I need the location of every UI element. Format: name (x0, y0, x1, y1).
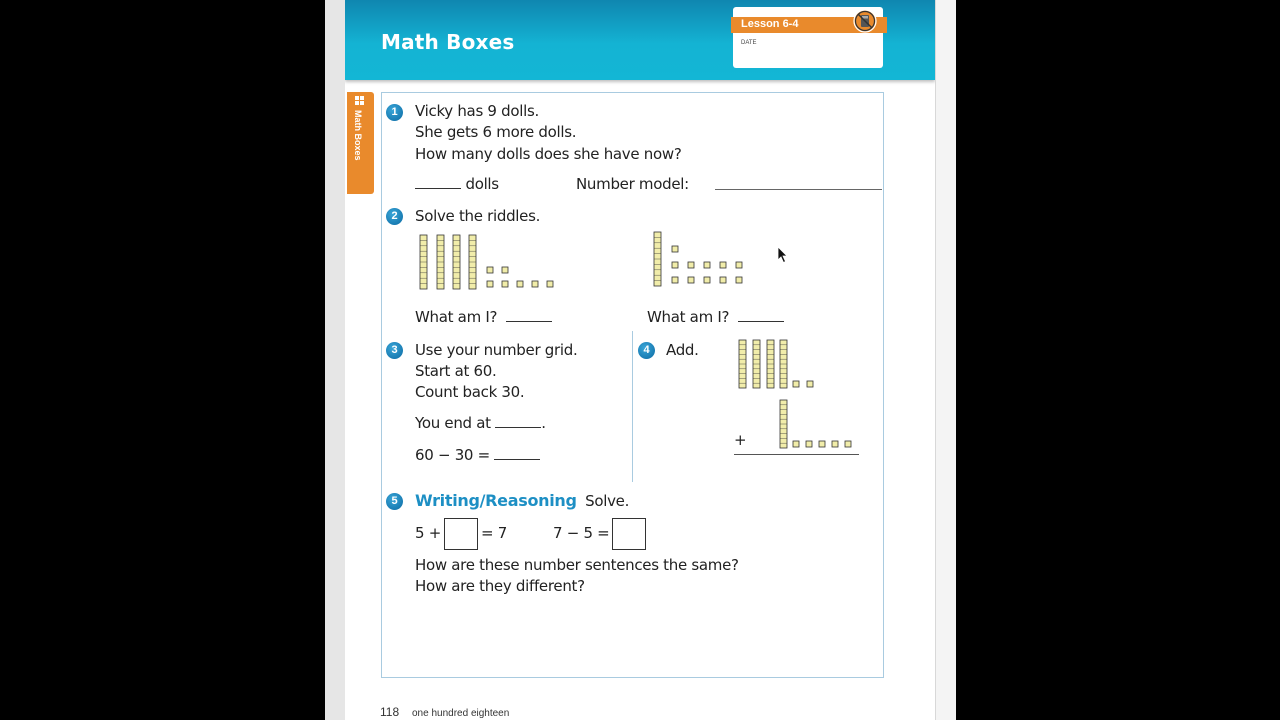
number-model-blank[interactable] (715, 189, 882, 190)
workbook-page (345, 0, 935, 720)
problem-3-line-2: Start at 60. (415, 362, 497, 380)
writing-answer-area[interactable] (412, 602, 872, 672)
riddle-b-prompt: What am I? (647, 308, 730, 326)
problem-3-number: 3 (386, 342, 403, 359)
problem-4-box (632, 331, 884, 483)
problem-5-number: 5 (386, 493, 403, 510)
problem-4-instruction: Add. (666, 341, 699, 359)
page-title: Math Boxes (381, 30, 515, 54)
problem-3-line-1: Use your number grid. (415, 341, 578, 359)
equation-1 (415, 516, 507, 550)
subtraction-row (415, 446, 540, 464)
question-same: How are these number sentences the same? (415, 556, 739, 574)
riddle-b-answer-blank[interactable] (738, 321, 784, 322)
date-label: DATE (741, 40, 757, 46)
problem-2-box (381, 197, 884, 332)
page-number-words: one hundred eighteen (412, 708, 510, 719)
riddle-b-prompt-row (647, 308, 784, 326)
problem-2-number: 2 (386, 208, 403, 225)
equation-1-answer-box[interactable] (444, 518, 478, 550)
problem-3-line-3: Count back 30. (415, 383, 525, 401)
lesson-label: Lesson 6-4 (741, 18, 799, 30)
dolls-unit: dolls (465, 175, 499, 193)
problem-5-instruction: Solve. (585, 492, 630, 510)
addend-top-blocks (737, 338, 817, 390)
riddle-a-prompt: What am I? (415, 308, 498, 326)
dolls-answer-blank[interactable] (415, 188, 461, 189)
math-boxes-side-tab (347, 92, 374, 194)
equation-1-left: 5 + (415, 524, 441, 542)
problem-5-heading-row (415, 491, 629, 510)
end-at-row (415, 414, 546, 432)
riddle-b-base-ten-blocks (652, 230, 752, 290)
riddle-a-base-ten-blocks (418, 233, 563, 293)
equation-2 (553, 516, 649, 550)
end-at-blank[interactable] (495, 427, 541, 428)
writing-reasoning-heading: Writing/Reasoning (415, 491, 577, 510)
subtraction-equation: 60 − 30 = (415, 446, 490, 464)
mouse-cursor-icon (777, 246, 789, 264)
riddle-a-answer-blank[interactable] (506, 321, 552, 322)
equation-2-left: 7 − 5 = (553, 524, 610, 542)
end-at-prompt: You end at (415, 414, 491, 432)
problem-1-answer-row (415, 175, 499, 193)
problem-1-line-1: Vicky has 9 dolls. (415, 102, 539, 120)
problem-1-line-3: How many dolls does she have now? (415, 145, 682, 163)
riddle-a-prompt-row (415, 308, 552, 326)
equation-2-answer-box[interactable] (612, 518, 646, 550)
page-header (345, 0, 935, 80)
page-number: 118 (380, 705, 400, 719)
number-model-label: Number model: (576, 175, 689, 193)
problem-4-number: 4 (638, 342, 655, 359)
sum-line (734, 454, 859, 455)
addend-bottom-blocks (778, 398, 858, 450)
plus-operator: + (734, 431, 747, 449)
no-calculator-icon (853, 9, 877, 33)
problem-1-line-2: She gets 6 more dolls. (415, 123, 577, 141)
problem-1-box (381, 92, 884, 199)
question-different: How are they different? (415, 577, 585, 595)
problem-1-number: 1 (386, 104, 403, 121)
equation-1-right: = 7 (480, 524, 507, 542)
end-at-period: . (541, 414, 546, 432)
next-page-edge (935, 0, 956, 720)
problem-5-box (381, 482, 884, 678)
subtraction-answer-blank[interactable] (494, 459, 540, 460)
side-tab-label: Math Boxes (353, 110, 363, 161)
grid-icon (355, 96, 365, 106)
problem-2-instruction: Solve the riddles. (415, 207, 541, 225)
problem-3-box (381, 331, 634, 483)
